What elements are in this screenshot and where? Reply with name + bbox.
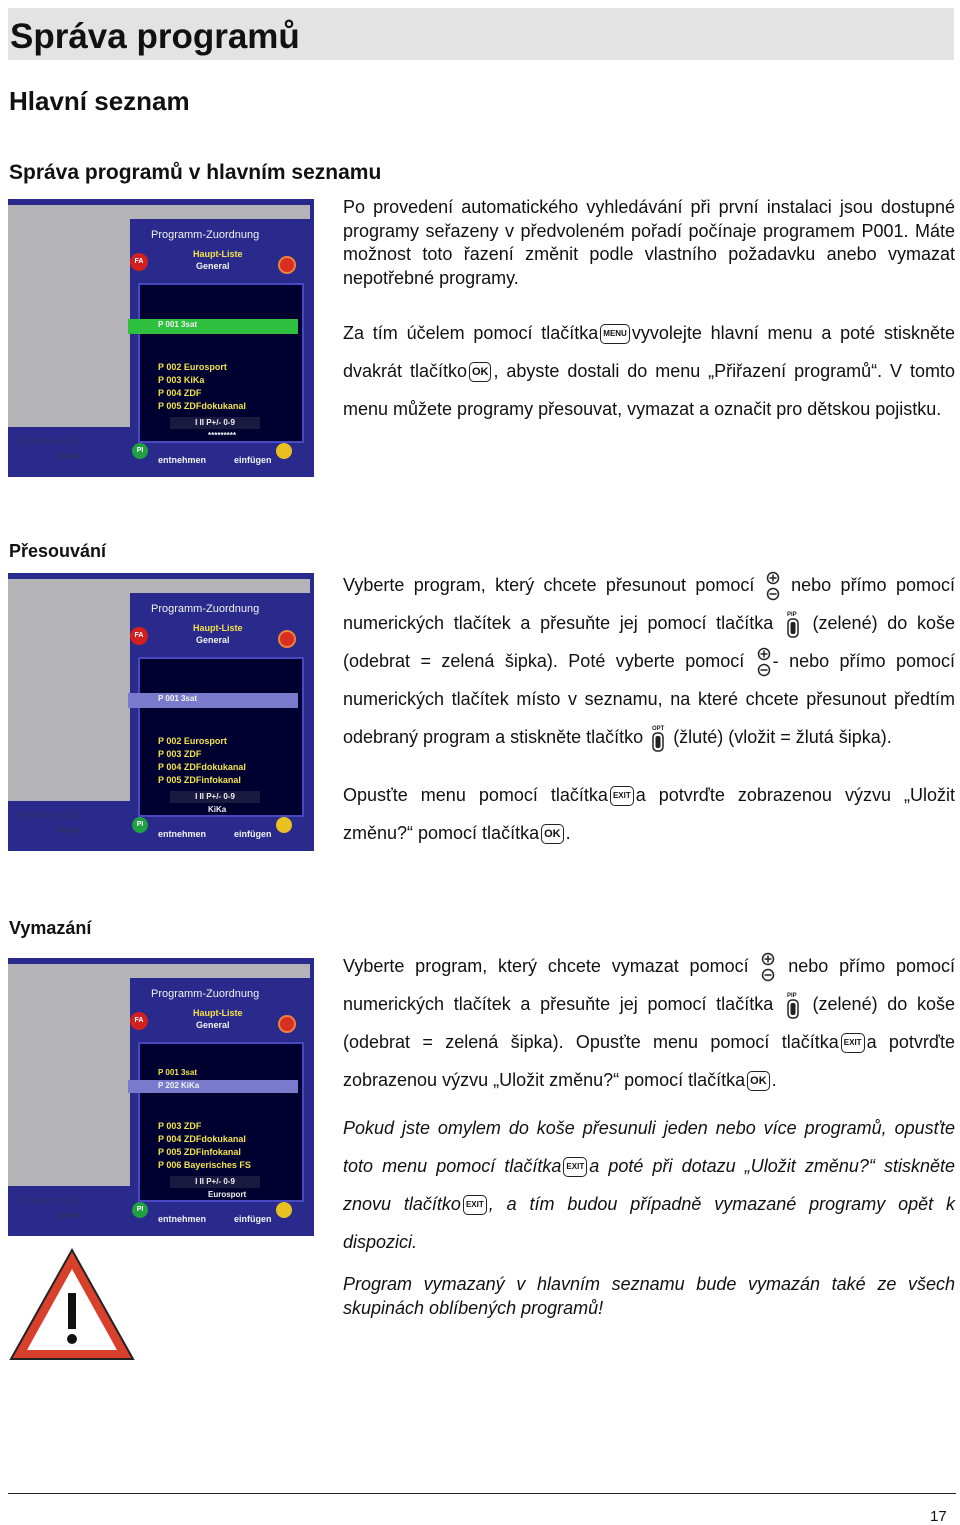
warning-triangle-icon — [8, 1247, 136, 1363]
up-down-key-icon — [757, 647, 771, 677]
exit-label: Verlassen (EX) — [18, 1195, 81, 1205]
screen-header: Programm-Zuordnung — [151, 229, 260, 241]
selection-bar — [128, 693, 298, 708]
list-item: P 004 ZDFdokukanal — [158, 762, 246, 772]
yellow-dot-icon — [276, 1202, 292, 1218]
list-item: P 005 ZDFdokukanal — [158, 401, 246, 411]
selection-bar — [128, 319, 298, 334]
move-paragraph-1: Vyberte program, který chcete přesunout pomocí nebo přímo pomocí numerických tlačítek a přesuňte jej pomocí tlačítka PIP (zelené) do koše (odebrat = zelená šipka). Poté vyberte pomocí - nebo přímo pomocí numerických tlačítek místo v seznamu, na které chcete přesunout předtím odebraný program a stiskněte tlačítko OPT (žluté) (vložit = žlutá šipka). — [343, 566, 955, 756]
exit-key-icon: EXIT — [463, 1195, 487, 1215]
insert-label: einfügen — [234, 1214, 272, 1224]
selected-program: P 001 3sat — [158, 694, 197, 703]
yellow-dot-icon — [276, 443, 292, 459]
page-number: 17 — [930, 1508, 947, 1525]
screen-list-name: Haupt-Liste — [193, 249, 243, 259]
extra-line: ********* — [208, 431, 237, 440]
delete-text — [343, 947, 955, 1320]
arrows-icon: ◀◀◀ — [56, 451, 80, 462]
extra-line: KiKa — [208, 805, 227, 814]
fa-button-icon: FA — [130, 253, 148, 271]
svg-text:PIP: PIP — [786, 612, 797, 619]
svg-text:PIP: PIP — [786, 993, 797, 1000]
screen-header: Programm-Zuordnung — [151, 603, 260, 615]
screenshot-program-assignment-2 — [8, 573, 314, 851]
key-bar: I II P+/- 0-9 — [170, 1176, 260, 1188]
ok-key-icon: OK — [541, 824, 564, 844]
up-down-key-icon — [766, 571, 780, 601]
exit-key-icon: EXIT — [610, 786, 634, 806]
title-bar — [8, 8, 954, 60]
fa-button-icon: FA — [130, 1012, 148, 1030]
list-item: P 004 ZDFdokukanal — [158, 1134, 246, 1144]
fa-button-icon: FA — [130, 627, 148, 645]
move-paragraph-2: Opusťte menu pomocí tlačítka EXIT a potvrďte zobrazenou výzvu „Uložit změnu?“ pomocí tlačítka OK . — [343, 785, 955, 843]
intro-text — [343, 196, 955, 428]
move-text — [343, 566, 955, 852]
intro-paragraph-1: Po provedení automatického vyhledávání při první instalaci jsou dostupné programy seřazeny v předvoleném pořadí počínaje programem P001. Máte možnost toto řazení změnit podle vlastního požadavku anebo vymazat nepotřebné programy. — [343, 197, 955, 288]
list-item: P 005 ZDFinfokanal — [158, 1147, 241, 1157]
footer-divider — [8, 1493, 956, 1494]
insert-label: einfügen — [234, 829, 272, 839]
remove-label: entnehmen — [158, 455, 207, 465]
insert-label: einfügen — [234, 455, 272, 465]
key-bar: I II P+/- 0-9 — [170, 417, 260, 429]
remove-label: entnehmen — [158, 1214, 207, 1224]
pi-button-icon: PI — [132, 443, 148, 459]
page-title: Správa programů — [10, 17, 300, 56]
up-down-key-icon — [761, 952, 775, 982]
list-item: P 002 Eurosport — [158, 736, 227, 746]
arrows-icon: ◀◀◀ — [56, 825, 80, 836]
extra-line: Eurosport — [208, 1190, 247, 1199]
green-pip-key-icon — [785, 990, 801, 1020]
selected-program: P 001 3sat — [158, 1068, 197, 1077]
list-item: P 002 Eurosport — [158, 362, 227, 372]
list-item: P 005 ZDFinfokanal — [158, 775, 241, 785]
ok-key-icon: OK — [469, 362, 492, 382]
yellow-opt-key-icon — [650, 723, 666, 753]
red-dot-icon — [278, 630, 296, 648]
screenshot-program-assignment-1 — [8, 199, 314, 477]
screen-group-name: General — [196, 1020, 230, 1030]
list-item: P 003 KiKa — [158, 375, 205, 385]
red-dot-icon — [278, 1015, 296, 1033]
program-list — [158, 1120, 251, 1172]
yellow-dot-icon — [276, 817, 292, 833]
screen-header: Programm-Zuordnung — [151, 988, 260, 1000]
list-item: P 003 ZDF — [158, 1121, 202, 1131]
ok-key-icon: OK — [747, 1071, 770, 1091]
selection-bar — [128, 1080, 298, 1093]
remove-label: entnehmen — [158, 829, 207, 839]
program-list — [158, 361, 246, 413]
program-list — [158, 735, 246, 787]
delete-paragraph-2: Pokud jste omylem do koše přesunuli jeden nebo více programů, opusťte toto menu pomocí tlačítka EXIT a poté při dotazu „Uložit změnu?“ stiskněte znovu tlačítko EXIT , a tím budou případně vymazané programy opět k dispozici. — [343, 1118, 955, 1252]
move-heading: Přesouvání — [9, 541, 107, 561]
key-bar: I II P+/- 0-9 — [170, 791, 260, 803]
exit-key-icon: EXIT — [841, 1033, 865, 1053]
delete-paragraph-3: Program vymazaný v hlavním seznamu bude vymazán také ze všech skupinách oblíbených programů! — [343, 1274, 955, 1318]
green-pip-key-icon — [785, 609, 801, 639]
pi-button-icon: PI — [132, 1202, 148, 1218]
screen-group-name: General — [196, 261, 230, 271]
exit-label: Verlassen (EX) — [18, 436, 81, 446]
intro-paragraph-2: Za tím účelem pomocí tlačítka MENU vyvolejte hlavní menu a poté stiskněte dvakrát tlačítko OK , abyste dostali do menu „Přiřazení programů“. V tomto menu můžete programy přesouvat, vymazat a označit pro dětskou pojistku. — [343, 323, 955, 419]
menu-key-icon: MENU — [600, 324, 630, 344]
pi-button-icon: PI — [132, 817, 148, 833]
exit-key-icon: EXIT — [563, 1157, 587, 1177]
delete-paragraph-1: Vyberte program, který chcete vymazat pomocí nebo přímo pomocí numerických tlačítek a přesuňte jej pomocí tlačítka PIP (zelené) do koše (odebrat = zelená šipka). Opusťte menu pomocí tlačítka EXIT a potvrďte zobrazenou výzvu „Uložit změnu?“ pomocí tlačítka OK . — [343, 947, 955, 1099]
section-title: Správa programů v hlavním seznamu — [9, 161, 382, 184]
delete-heading: Vymazání — [9, 918, 92, 938]
screenshot-program-assignment-3 — [8, 958, 314, 1236]
selected-program-2: P 202 KiKa — [158, 1081, 200, 1090]
list-item: P 006 Bayerisches FS — [158, 1160, 251, 1170]
screen-group-name: General — [196, 635, 230, 645]
red-dot-icon — [278, 256, 296, 274]
arrows-icon: ◀◀◀ — [56, 1210, 80, 1221]
selected-program: P 001 3sat — [158, 320, 197, 329]
subtitle: Hlavní seznam — [9, 86, 190, 116]
screen-list-name: Haupt-Liste — [193, 623, 243, 633]
list-item: P 004 ZDF — [158, 388, 202, 398]
exit-label: Verlassen (EX) — [18, 810, 81, 820]
list-item: P 003 ZDF — [158, 749, 202, 759]
svg-text:OPT: OPT — [652, 726, 665, 733]
screen-list-name: Haupt-Liste — [193, 1008, 243, 1018]
